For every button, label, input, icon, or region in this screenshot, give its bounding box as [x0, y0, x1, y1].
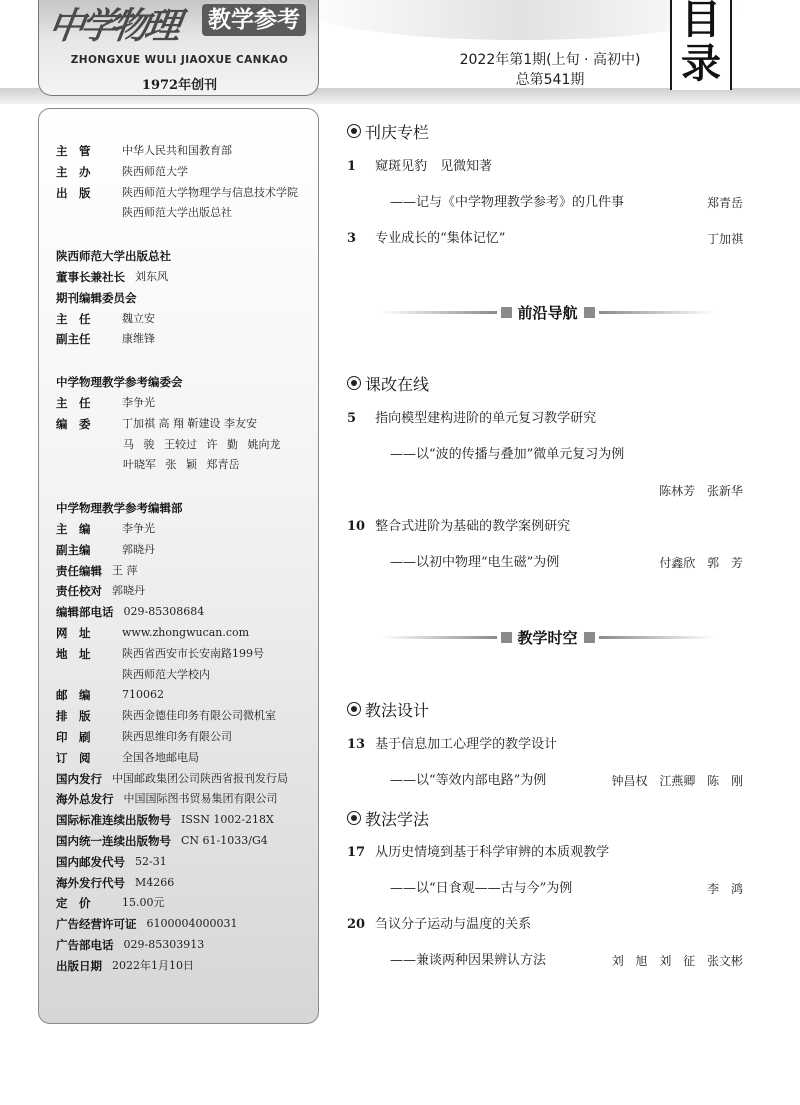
contents-label-char-2: 录 — [681, 41, 721, 87]
info-row — [56, 646, 264, 662]
member-list-line: 马 骏 王较过 许 勤 姚向龙 — [123, 437, 281, 451]
info-row — [56, 708, 276, 724]
toc-page-number: 10 — [347, 519, 366, 534]
toc-article-author: 付鑫欣 郭 芳 — [659, 556, 743, 570]
info-label: 海外发行代号 — [56, 875, 125, 890]
info-row — [56, 416, 257, 432]
info-row — [56, 395, 155, 411]
section-title: 教法学法 — [365, 809, 430, 829]
info-row — [56, 205, 232, 221]
toc-article-title: 从历史情境到基于科学审辨的本质观教学 — [375, 845, 610, 860]
section-bullet-icon — [347, 702, 361, 716]
toc-article-title: 刍议分子运动与温度的关系 — [375, 917, 532, 932]
info-label: 海外总发行 — [56, 792, 114, 807]
info-label: 副主任 — [56, 332, 91, 347]
info-label: 国内统一连续出版物号 — [56, 834, 171, 848]
member-list-line: 叶晓军 张 颖 郑青岳 — [123, 458, 240, 472]
info-label — [56, 667, 112, 683]
toc-entry[interactable] — [347, 735, 745, 755]
info-label: 主 编 — [56, 522, 91, 536]
info-label: 编 委 — [56, 416, 91, 431]
info-row — [56, 771, 288, 787]
masthead — [0, 0, 800, 108]
group-title: 期刊编辑委员会 — [56, 290, 137, 305]
info-label: 定 价 — [56, 896, 91, 911]
group-title: 中学物理教学参考编辑部 — [56, 501, 183, 516]
toc-entry[interactable] — [347, 915, 745, 935]
info-row — [56, 854, 167, 870]
toc-article-subtitle: ——兼谈两种因果辨认方法 — [390, 953, 547, 968]
toc-article-author: 钟昌权 江燕卿 陈 刚 — [611, 774, 743, 788]
info-label: 主 任 — [56, 396, 91, 410]
info-label: 主 任 — [56, 311, 91, 326]
info-value: M4266 — [135, 875, 175, 889]
journal-logo — [38, 0, 319, 96]
info-row — [56, 563, 138, 579]
info-row — [56, 583, 145, 599]
toc-article-author: 郑青岳 — [706, 196, 743, 210]
info-value: 全国各地邮电局 — [122, 750, 199, 764]
banner-square-icon — [584, 632, 595, 643]
toc-article-title: 基于信息加工心理学的教学设计 — [375, 737, 558, 752]
logo-subtitle: 教学参考 — [202, 4, 306, 36]
info-value: 陕西师范大学出版总社 — [122, 206, 232, 220]
logo-title: 中学物理 — [45, 6, 180, 47]
total-issue-number: 总第541期 — [515, 72, 585, 88]
logo-pinyin: ZHONGXUE WULI JIAOXUE CANKAO — [70, 54, 289, 66]
toc-article-subtitle: ——以“波的传播与叠加”微单元复习为例 — [390, 447, 625, 462]
toc-article-author: 陈林芳 张新华 — [659, 484, 743, 498]
toc-entry[interactable] — [347, 843, 745, 863]
info-row — [56, 958, 194, 974]
toc-article-subtitle: ——以“日食观——古与今”为例 — [390, 881, 573, 896]
info-row — [56, 895, 165, 911]
info-row — [56, 164, 188, 180]
info-label: 广告部电话 — [56, 938, 114, 952]
toc-article-author: 李 鸿 — [707, 882, 743, 896]
info-value: 王 萍 — [112, 563, 138, 577]
contents-label — [670, 0, 732, 90]
info-label: 责任编辑 — [56, 563, 102, 578]
info-value: ISSN 1002-218X — [181, 813, 274, 827]
info-value: 710062 — [122, 688, 164, 702]
toc-page-number: 17 — [347, 845, 366, 860]
banner-title: 前沿导航 — [517, 303, 578, 322]
info-value: 中国国际图书贸易集团有限公司 — [123, 792, 278, 806]
info-value: 陕西思维印务有限公司 — [122, 730, 232, 743]
toc-page-number: 13 — [347, 737, 366, 752]
toc-entry[interactable] — [347, 229, 745, 249]
info-row — [56, 937, 204, 953]
founded-year: 1972年创刊 — [141, 78, 218, 93]
info-label: 主 办 — [56, 164, 91, 179]
info-label: 出 版 — [56, 185, 91, 200]
info-label: 编辑部电话 — [56, 605, 114, 620]
info-value: 中华人民共和国教育部 — [122, 144, 232, 157]
info-value: 康维锋 — [122, 332, 155, 346]
info-label: 副主编 — [56, 542, 91, 557]
toc-article-subtitle: ——以初中物理“电生磁”为例 — [390, 555, 560, 570]
group-title: 中学物理教学参考编委会 — [56, 375, 183, 390]
section-bullet-icon — [347, 811, 361, 825]
info-value: 陕西师范大学校内 — [122, 667, 210, 681]
info-label: 国内邮发代号 — [56, 854, 125, 869]
toc-entry[interactable] — [347, 409, 745, 429]
section-heading — [347, 120, 429, 142]
info-row — [56, 750, 199, 766]
toc-entry[interactable] — [347, 517, 745, 537]
info-value: www.zhongwucan.com — [122, 626, 250, 639]
section-title: 课改在线 — [365, 374, 430, 394]
info-label: 印 刷 — [56, 730, 91, 744]
info-value: 陕西省西安市长安南路199号 — [122, 646, 264, 660]
info-label: 主 管 — [56, 144, 91, 158]
banner-rule-left — [380, 636, 497, 639]
toc-article-subtitle: ——以“等效内部电路”为例 — [390, 773, 547, 788]
info-value: 陕西金德佳印务有限公司微机室 — [122, 709, 276, 723]
toc-article-title: 窥斑见豹 见微知著 — [375, 159, 493, 174]
info-row — [56, 311, 155, 327]
info-value: 15.00元 — [122, 896, 165, 910]
info-label: 地 址 — [56, 646, 91, 661]
section-title: 教法设计 — [365, 700, 430, 720]
info-value: 029-85308684 — [123, 605, 205, 619]
info-value: 52-31 — [135, 854, 167, 868]
toc-article-title: 整合式进阶为基础的教学案例研究 — [375, 519, 571, 534]
info-label: 排 版 — [56, 709, 91, 724]
column-banner — [380, 625, 715, 649]
section-heading — [347, 698, 429, 720]
toc-article-title: 指向模型建构进阶的单元复习教学研究 — [375, 411, 597, 426]
info-value: 029-85303913 — [123, 938, 205, 951]
info-label: 订 阅 — [56, 750, 91, 765]
column-banner — [380, 300, 715, 324]
toc-article-title: 专业成长的“集体记忆” — [375, 231, 506, 246]
info-value: 陕西师范大学物理学与信息技术学院 — [122, 185, 298, 199]
info-value: 中国邮政集团公司陕西省报刊发行局 — [112, 771, 288, 785]
section-bullet-icon — [347, 376, 361, 390]
section-bullet-icon — [347, 124, 361, 138]
group-title: 陕西师范大学出版总社 — [56, 249, 171, 264]
toc-article-author: 丁加祺 — [706, 232, 743, 246]
issue-number: 2022年第1期(上旬 · 高初中) — [459, 52, 641, 68]
banner-rule-left — [380, 311, 497, 314]
info-value: 郭晓丹 — [112, 584, 145, 598]
info-value: 李争光 — [122, 522, 155, 535]
info-row — [56, 331, 155, 347]
info-row — [56, 185, 298, 201]
info-row — [56, 604, 204, 620]
info-row — [56, 729, 232, 745]
banner-rule-right — [599, 311, 716, 314]
banner-square-icon — [501, 632, 512, 643]
info-row — [56, 916, 237, 932]
info-label: 网 址 — [56, 626, 91, 640]
toc-page-number: 3 — [347, 231, 357, 246]
info-row — [56, 791, 278, 807]
info-row — [56, 143, 232, 159]
info-value: 李争光 — [122, 396, 155, 409]
info-value: 2022年1月10日 — [112, 958, 194, 972]
info-value: 郭晓丹 — [122, 542, 155, 556]
info-row — [56, 625, 249, 641]
info-value: 陕西师范大学 — [122, 164, 188, 178]
info-label — [56, 205, 112, 221]
info-value: 刘东风 — [135, 270, 168, 283]
info-value: 丁加祺 高 翔 靳建设 李友安 — [122, 416, 257, 430]
toc-article-subtitle: ——记与《中学物理教学参考》的几件事 — [390, 195, 625, 210]
info-label: 广告经营许可证 — [56, 917, 137, 932]
toc-page-number: 20 — [347, 917, 366, 932]
info-label: 国际标准连续出版物号 — [56, 813, 171, 828]
info-row — [56, 833, 268, 849]
info-label: 责任校对 — [56, 584, 102, 599]
toc-page-number: 1 — [347, 159, 357, 174]
info-row — [56, 521, 155, 537]
section-heading — [347, 372, 429, 394]
section-title: 刊庆专栏 — [365, 122, 430, 142]
info-value: 6100004000031 — [146, 917, 238, 931]
banner-square-icon — [584, 307, 595, 318]
toc-page-number: 5 — [347, 411, 357, 426]
banner-title: 教学时空 — [517, 628, 578, 647]
info-row — [56, 542, 155, 558]
masthead-info-panel — [38, 108, 319, 1024]
info-row — [56, 687, 164, 703]
info-label: 邮 编 — [56, 688, 91, 703]
info-row — [56, 812, 274, 828]
info-label: 董事长兼社长 — [56, 270, 125, 284]
banner-rule-right — [599, 636, 716, 639]
info-row — [56, 667, 210, 683]
info-row — [56, 269, 168, 285]
toc-entry[interactable] — [347, 157, 745, 177]
info-row — [56, 875, 174, 891]
banner-square-icon — [501, 307, 512, 318]
info-value: 魏立安 — [122, 311, 155, 325]
info-label: 出版日期 — [56, 958, 102, 973]
info-label: 国内发行 — [56, 771, 102, 786]
contents-label-char-1: 目 — [681, 0, 721, 43]
section-heading — [347, 807, 429, 829]
info-value: CN 61-1033/G4 — [181, 834, 268, 847]
toc-article-author: 刘 旭 刘 征 张文彬 — [611, 954, 743, 968]
